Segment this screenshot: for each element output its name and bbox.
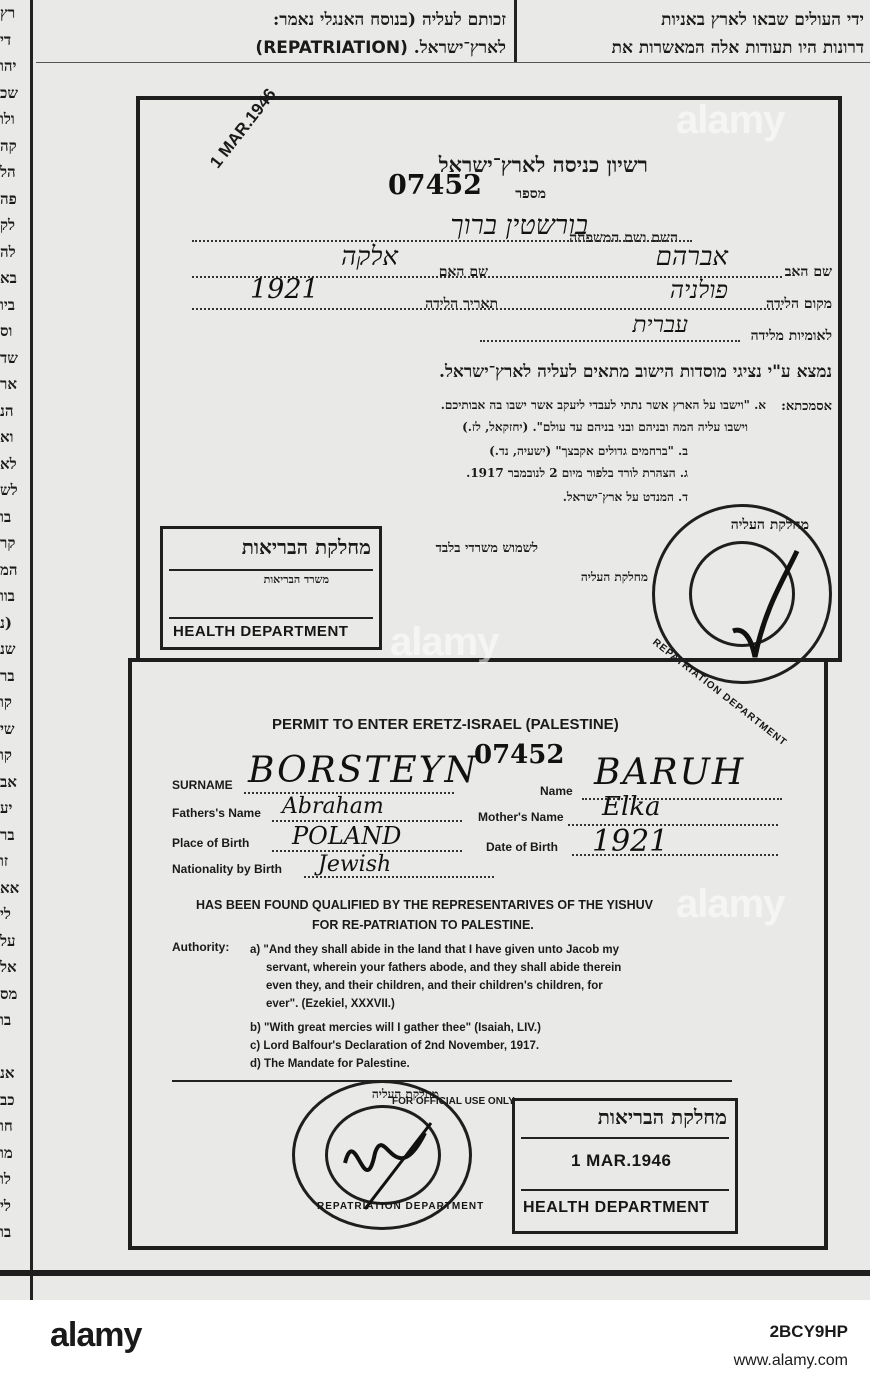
english-nationality-label: Nationality by Birth xyxy=(172,862,283,876)
english-birthplace-value: POLAND xyxy=(292,822,402,850)
left-column-line: קה xyxy=(0,136,17,155)
left-column-line: שי xyxy=(0,719,15,738)
ghost-watermark-3: alamy xyxy=(676,882,785,926)
left-column-line: מס xyxy=(0,984,18,1003)
left-column-line: המ xyxy=(0,560,18,579)
left-column-line: לו xyxy=(0,1170,11,1188)
watermark-logo: alamy xyxy=(50,1316,142,1354)
health-stamp-hebrew-sub: משרד הבריאות xyxy=(263,573,329,586)
english-nationality-value: Jewish xyxy=(318,852,392,877)
left-column-line: (נ xyxy=(0,613,12,632)
left-column-line: מו xyxy=(0,1143,13,1162)
english-permit xyxy=(128,658,828,1250)
left-column-line: שד xyxy=(0,348,18,367)
english-health-stamp-english: HEALTH DEPARTMENT xyxy=(523,1199,710,1216)
left-column-line: שנ xyxy=(0,640,16,658)
hebrew-aliyah-department: מחלקת העליה xyxy=(580,570,648,584)
english-father-value: Abraham xyxy=(282,794,384,819)
left-column-line: בר xyxy=(0,666,15,685)
hebrew-nationality-label: לאומיות מלידה xyxy=(750,328,832,344)
ghost-watermark-1: alamy xyxy=(676,98,785,142)
caption-right-line-1: ידי העולים שבאו לארץ באניות xyxy=(661,10,864,30)
left-column-line: על xyxy=(0,931,16,950)
english-surname-value: BORSTEYN xyxy=(248,750,478,791)
caption-right-line-2: דרונות היו תעודות אלה המאשרות את xyxy=(611,38,864,58)
hebrew-mother-value: אלקה xyxy=(341,242,398,272)
hebrew-surname-line xyxy=(192,240,692,242)
hebrew-father-label: שם האב xyxy=(784,264,832,280)
caption-left-line-2-hebrew: לארץ־ישראל. xyxy=(413,38,506,58)
left-column-line: בא xyxy=(0,269,17,287)
hebrew-authority-d: ד. המנדט על ארץ־ישראל. xyxy=(562,490,688,504)
round-stamp-english: REPATRIATION DEPARTMENT xyxy=(650,637,789,749)
left-column-line: הנ xyxy=(0,401,14,420)
english-authority-c: c) Lord Balfour's Declaration of 2nd November, 1917. xyxy=(250,1040,540,1052)
english-authority-a4: ever". (Ezekiel, XXXVII.) xyxy=(266,998,395,1010)
bottom-rule xyxy=(0,1270,870,1276)
english-round-stamp xyxy=(292,1080,485,1230)
watermark-image-id: 2BCY9HP xyxy=(769,1322,848,1341)
left-column-line: בוו xyxy=(0,587,15,605)
left-column-line: זו xyxy=(0,852,9,870)
english-signature-mark xyxy=(335,1113,435,1213)
signature-mark xyxy=(725,547,805,667)
left-column-line: בר xyxy=(0,825,15,844)
english-authority-a3: even they, and their children, and their children's children, for xyxy=(266,980,603,992)
left-column-line: וס xyxy=(0,322,13,340)
hebrew-health-stamp xyxy=(160,526,382,650)
english-health-stamp xyxy=(512,1098,738,1234)
left-column-line: רץ xyxy=(0,4,16,22)
english-official-use: FOR OFFICIAL USE ONLY xyxy=(392,1096,515,1107)
english-qualified-line-1: HAS BEEN FOUND QUALIFIED BY THE REPRESENTARIVES OF THE YISHUV xyxy=(196,898,654,912)
hebrew-permit-title: רשיון כניסה לארץ־ישראל xyxy=(438,152,648,177)
english-health-stamp-hebrew: מחלקת הבריאות xyxy=(597,1105,727,1129)
hebrew-number-label: מספר xyxy=(515,186,546,202)
left-column-line: בו xyxy=(0,1223,12,1241)
health-stamp-hebrew-title: מחלקת הבריאות xyxy=(241,535,371,559)
english-surname-label: SURNAME xyxy=(172,778,233,792)
hebrew-authority-b: ב. "ברחמים גדולים אקבצך" (ישעיה, נד.) xyxy=(489,444,688,458)
left-column-line: בו xyxy=(0,1011,12,1029)
left-column-line: אא xyxy=(0,878,20,897)
hebrew-birthplace-label: מקום הלידה xyxy=(765,296,832,312)
left-column-line: לא xyxy=(0,454,17,473)
english-authority-label: Authority: xyxy=(172,940,230,954)
left-column-line: לי xyxy=(0,905,11,923)
english-health-stamp-date: 1 MAR.1946 xyxy=(571,1151,672,1170)
hebrew-birthdate-value: 1921 xyxy=(250,274,319,305)
english-health-stamp-rule-2 xyxy=(521,1189,729,1191)
hebrew-father-value: אברהם xyxy=(655,242,728,272)
left-column-line: שכ xyxy=(0,83,18,102)
english-birthdate-value: 1921 xyxy=(592,824,669,859)
left-text-column xyxy=(0,0,33,1300)
left-column-line: הל xyxy=(0,163,16,181)
caption-left-line-1: זכותם לעליה (בנוסח האנגלי נאמר: xyxy=(272,10,506,30)
left-column-line: ולו xyxy=(0,110,15,128)
hebrew-birthplace-value: פולניה xyxy=(669,276,728,304)
left-column-line: יע xyxy=(0,799,13,817)
hebrew-official-use: לשמוש משרדי בלבד xyxy=(435,541,538,556)
caption-right xyxy=(524,6,864,62)
english-name-label: Name xyxy=(540,784,573,798)
left-column-line: קר xyxy=(0,534,16,552)
hebrew-nationality-value: עברית xyxy=(632,312,688,338)
left-column-line xyxy=(0,1034,30,1061)
hebrew-qualified-text: נמצא ע"י נציגי מוסדות הישוב מתאים לעליה לארץ־ישראל. xyxy=(439,362,832,382)
left-column-line: וא xyxy=(0,428,14,446)
hebrew-number-value: 07452 xyxy=(388,170,482,201)
left-column-line: חו xyxy=(0,1117,13,1135)
left-column-line: יהו xyxy=(0,57,17,75)
left-column-line: אר xyxy=(0,375,17,393)
hebrew-round-stamp xyxy=(650,504,832,749)
english-birthdate-label: Date of Birth xyxy=(486,840,558,854)
english-mother-label: Mother's Name xyxy=(478,810,564,824)
english-father-label: Fathers's Name xyxy=(172,806,261,820)
health-stamp-rule-2 xyxy=(169,617,373,619)
english-official-rule xyxy=(172,1080,732,1082)
hebrew-birthdate-label: תאריך הלידה xyxy=(425,296,498,312)
left-column-line: פה xyxy=(0,189,17,208)
left-column-line: לי xyxy=(0,1196,11,1215)
left-column-line: אנ xyxy=(0,1064,15,1082)
health-stamp-english: HEALTH DEPARTMENT xyxy=(173,623,349,640)
english-health-stamp-rule xyxy=(521,1137,729,1139)
english-authority-a1: a) "And they shall abide in the land that I have given unto Jacob my xyxy=(250,944,620,956)
hebrew-nationality-line xyxy=(480,340,740,342)
caption-left-line-2 xyxy=(46,34,506,62)
left-column-line: לק xyxy=(0,216,16,234)
ghost-watermark-2: alamy xyxy=(390,620,499,664)
left-column-line: לש xyxy=(0,481,18,499)
english-name-value: BARUH xyxy=(594,752,746,793)
left-column-line: לה xyxy=(0,242,16,261)
hebrew-authority-a1: א. "וישבו על הארץ אשר נתתי לעבדי ליעקב אשר ישבו בה אבותיכם. xyxy=(440,398,766,412)
left-column-line: אל xyxy=(0,958,17,976)
english-round-stamp-hebrew: מחלקת העליה xyxy=(371,1087,439,1101)
round-stamp-hebrew: מחלקת העליה xyxy=(730,517,809,533)
left-column-line: ביו xyxy=(0,295,15,314)
english-qualified-line-2: FOR RE-PATRIATION TO PALESTINE. xyxy=(312,918,534,932)
top-caption xyxy=(36,0,870,63)
watermark-url: www.alamy.com xyxy=(733,1352,848,1369)
english-mother-value: Elka xyxy=(602,792,661,822)
hebrew-mother-label: שם האם xyxy=(438,264,488,280)
caption-left xyxy=(46,6,506,62)
hebrew-date-stamp: 1 MAR.1946 xyxy=(206,84,280,172)
english-permit-title: PERMIT TO ENTER ERETZ-ISRAEL (PALESTINE) xyxy=(272,716,619,733)
caption-divider xyxy=(514,0,517,62)
left-column-line: כב xyxy=(0,1090,15,1109)
english-authority-b: b) "With great mercies will I gather thee" (Isaiah, LIV.) xyxy=(250,1022,541,1034)
hebrew-authority-label: אסמכתא: xyxy=(781,399,832,414)
hebrew-authority-c: ג. הצהרת לורד בלפור מיום 2 לנובמבר 1917. xyxy=(466,466,688,480)
english-authority-d: d) The Mandate for Palestine. xyxy=(250,1058,410,1070)
english-round-stamp-english: REPATRIATION DEPARTMENT xyxy=(317,1201,485,1212)
english-authority-a2: servant, wherein your fathers abode, and they shall abide therein xyxy=(266,962,622,974)
health-stamp-rule xyxy=(169,569,373,571)
caption-left-line-2-latin: (REPATRIATION) xyxy=(255,38,408,58)
left-column-line: קו xyxy=(0,746,12,764)
left-column-line: קו xyxy=(0,693,12,711)
left-column-line: בו xyxy=(0,507,12,526)
english-number-value: 07452 xyxy=(474,740,565,770)
watermark-info xyxy=(734,1322,848,1370)
left-column-line: אב xyxy=(0,772,17,791)
hebrew-surname-value: בורשטין ברוך xyxy=(450,210,588,241)
left-column-line: די xyxy=(0,30,12,49)
hebrew-authority-a2: וישבו עליה המה ובניהם ובני בניהם עד עולם". (יחזקאל, לז.) xyxy=(462,420,748,434)
hebrew-surname-label: השם ושם המשפחה xyxy=(569,230,678,246)
english-birthplace-label: Place of Birth xyxy=(172,836,250,850)
